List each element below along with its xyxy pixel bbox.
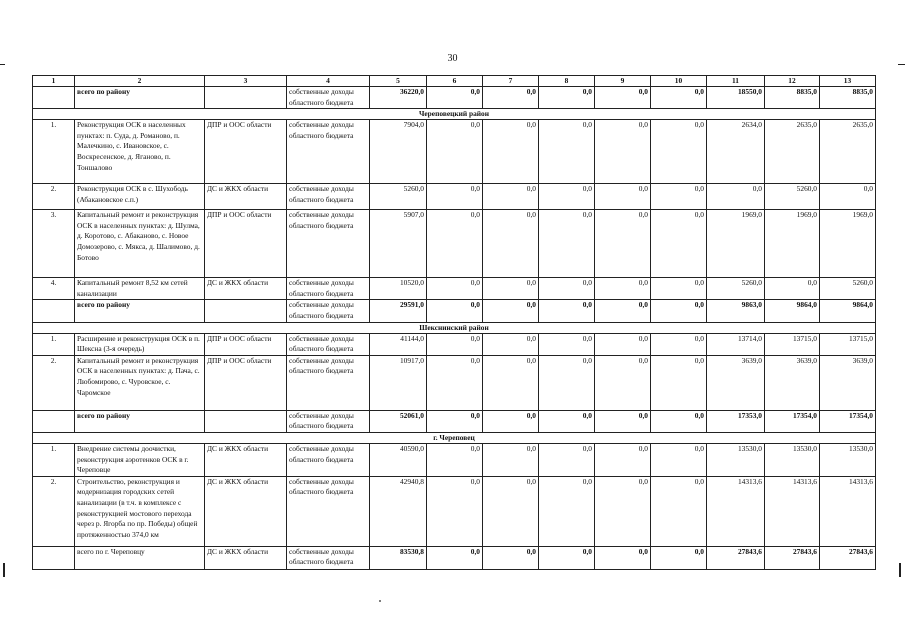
page-number: 30 (447, 53, 458, 64)
row-number (33, 300, 75, 322)
amount-cell: 0,0 (651, 476, 707, 546)
table-row (33, 120, 876, 184)
amount-cell: 14313,6 (765, 476, 820, 546)
amount-cell: 5260,0 (707, 278, 765, 300)
amount-cell: 0,0 (651, 120, 707, 184)
table-row (33, 546, 876, 569)
row-number: 1. (33, 333, 75, 355)
funding-source: собственные доходы областного бюджета (287, 278, 370, 300)
executor (205, 410, 287, 432)
funding-source: собственные доходы областного бюджета (287, 87, 370, 109)
amount-cell: 0,0 (539, 355, 595, 410)
amount-cell: 52061,0 (370, 410, 427, 432)
executor: ДС и ЖКХ области (205, 184, 287, 210)
measure-name: всего по г. Череповцу (75, 546, 205, 569)
row-number: 4. (33, 278, 75, 300)
amount-cell: 0,0 (483, 410, 539, 432)
section-title: г. Череповец (33, 432, 876, 443)
row-number: 1. (33, 443, 75, 476)
section-title: Шекснинский район (33, 322, 876, 333)
executor (205, 87, 287, 109)
executor: ДС и ЖКХ области (205, 278, 287, 300)
subtotal-row (33, 300, 876, 322)
amount-cell: 0,0 (595, 410, 651, 432)
amount-cell: 13530,0 (820, 443, 876, 476)
scan-speck (379, 600, 381, 602)
amount-cell: 36220,0 (370, 87, 427, 109)
amount-cell: 5260,0 (370, 184, 427, 210)
amount-cell: 0,0 (427, 410, 483, 432)
amount-cell: 0,0 (427, 333, 483, 355)
measure-name: всего по району (75, 87, 205, 109)
executor: ДС и ЖКХ области (205, 443, 287, 476)
amount-cell: 5907,0 (370, 210, 427, 278)
amount-cell: 0,0 (427, 476, 483, 546)
amount-cell: 0,0 (651, 546, 707, 569)
amount-cell: 10917,0 (370, 355, 427, 410)
measure-name: Реконструкция ОСК в населенных пунктах: п. Суда, д. Романово, п. Малечкино, с. Ивановское, с. Воскресенское, д. Яганово, п. Тоншалово (75, 120, 205, 184)
amount-cell: 1969,0 (765, 210, 820, 278)
amount-cell: 0,0 (651, 210, 707, 278)
amount-cell: 0,0 (595, 476, 651, 546)
amount-cell: 18550,0 (707, 87, 765, 109)
table-row (33, 333, 876, 355)
measure-name: всего по району (75, 410, 205, 432)
funding-source: собственные доходы областного бюджета (287, 333, 370, 355)
amount-cell: 0,0 (539, 443, 595, 476)
row-number (33, 546, 75, 569)
amount-cell: 17354,0 (820, 410, 876, 432)
amount-cell: 0,0 (427, 210, 483, 278)
column-header: 7 (483, 76, 539, 87)
table-row (33, 278, 876, 300)
amount-cell: 0,0 (483, 278, 539, 300)
funding-source: собственные доходы областного бюджета (287, 546, 370, 569)
amount-cell: 13530,0 (707, 443, 765, 476)
table-row (33, 355, 876, 410)
amount-cell: 0,0 (483, 546, 539, 569)
amount-cell: 9864,0 (765, 300, 820, 322)
column-header: 2 (75, 76, 205, 87)
amount-cell: 10520,0 (370, 278, 427, 300)
amount-cell: 0,0 (595, 210, 651, 278)
row-number (33, 410, 75, 432)
section-row (33, 109, 876, 120)
amount-cell: 0,0 (539, 210, 595, 278)
amount-cell: 0,0 (539, 476, 595, 546)
amount-cell: 0,0 (427, 300, 483, 322)
amount-cell: 0,0 (427, 443, 483, 476)
amount-cell: 1969,0 (707, 210, 765, 278)
amount-cell: 1969,0 (820, 210, 876, 278)
column-header: 5 (370, 76, 427, 87)
amount-cell: 13530,0 (765, 443, 820, 476)
column-header: 12 (765, 76, 820, 87)
measure-name: Капитальный ремонт 8,52 км сетей канализации (75, 278, 205, 300)
amount-cell: 27843,6 (820, 546, 876, 569)
amount-cell: 0,0 (483, 300, 539, 322)
amount-cell: 29591,0 (370, 300, 427, 322)
column-header: 6 (427, 76, 483, 87)
section-row (33, 432, 876, 443)
amount-cell: 0,0 (483, 120, 539, 184)
amount-cell: 0,0 (539, 333, 595, 355)
amount-cell: 83530,8 (370, 546, 427, 569)
amount-cell: 13715,0 (820, 333, 876, 355)
amount-cell: 42940,8 (370, 476, 427, 546)
amount-cell: 40590,0 (370, 443, 427, 476)
amount-cell: 0,0 (483, 476, 539, 546)
table-row (33, 443, 876, 476)
amount-cell: 0,0 (651, 443, 707, 476)
funding-source: собственные доходы областного бюджета (287, 300, 370, 322)
funding-source: собственные доходы областного бюджета (287, 476, 370, 546)
amount-cell: 0,0 (651, 355, 707, 410)
amount-cell: 0,0 (539, 87, 595, 109)
funding-source: собственные доходы областного бюджета (287, 120, 370, 184)
row-number: 2. (33, 355, 75, 410)
amount-cell: 7904,0 (370, 120, 427, 184)
amount-cell: 0,0 (427, 546, 483, 569)
budget-table (32, 75, 876, 570)
amount-cell: 0,0 (427, 87, 483, 109)
executor: ДС и ЖКХ области (205, 476, 287, 546)
amount-cell: 9864,0 (820, 300, 876, 322)
amount-cell: 0,0 (765, 278, 820, 300)
amount-cell: 13715,0 (765, 333, 820, 355)
amount-cell: 0,0 (595, 184, 651, 210)
table-row (33, 210, 876, 278)
section-title: Череповецкий район (33, 109, 876, 120)
section-row (33, 322, 876, 333)
amount-cell: 27843,6 (707, 546, 765, 569)
row-number: 2. (33, 184, 75, 210)
subtotal-row (33, 410, 876, 432)
amount-cell: 0,0 (483, 210, 539, 278)
column-header: 8 (539, 76, 595, 87)
amount-cell: 0,0 (595, 87, 651, 109)
amount-cell: 3639,0 (707, 355, 765, 410)
column-header: 11 (707, 76, 765, 87)
amount-cell: 17353,0 (707, 410, 765, 432)
scan-mark-left-top (0, 64, 5, 65)
amount-cell: 0,0 (707, 184, 765, 210)
table-row (33, 476, 876, 546)
amount-cell: 27843,6 (765, 546, 820, 569)
column-header: 10 (651, 76, 707, 87)
amount-cell: 0,0 (651, 184, 707, 210)
amount-cell: 0,0 (427, 120, 483, 184)
amount-cell: 0,0 (595, 300, 651, 322)
amount-cell: 5260,0 (765, 184, 820, 210)
amount-cell: 0,0 (539, 410, 595, 432)
executor: ДПР и ООС области (205, 355, 287, 410)
column-header: 4 (287, 76, 370, 87)
amount-cell: 0,0 (539, 278, 595, 300)
amount-cell: 0,0 (427, 184, 483, 210)
funding-source: собственные доходы областного бюджета (287, 355, 370, 410)
amount-cell: 8835,0 (765, 87, 820, 109)
executor (205, 300, 287, 322)
funding-source: собственные доходы областного бюджета (287, 184, 370, 210)
amount-cell: 0,0 (595, 443, 651, 476)
amount-cell: 0,0 (651, 410, 707, 432)
row-number: 2. (33, 476, 75, 546)
column-header: 13 (820, 76, 876, 87)
row-number (33, 87, 75, 109)
row-number: 1. (33, 120, 75, 184)
scan-mark-left-bottom (3, 563, 5, 577)
table-body (33, 76, 876, 570)
subtotal-row (33, 87, 876, 109)
funding-source: собственные доходы областного бюджета (287, 410, 370, 432)
amount-cell: 8835,0 (820, 87, 876, 109)
amount-cell: 0,0 (483, 443, 539, 476)
amount-cell: 9863,0 (707, 300, 765, 322)
amount-cell: 0,0 (595, 278, 651, 300)
amount-cell: 0,0 (539, 546, 595, 569)
table-row (33, 184, 876, 210)
amount-cell: 0,0 (651, 300, 707, 322)
column-header: 9 (595, 76, 651, 87)
amount-cell: 0,0 (539, 184, 595, 210)
amount-cell: 3639,0 (765, 355, 820, 410)
measure-name: всего по району (75, 300, 205, 322)
amount-cell: 0,0 (595, 355, 651, 410)
amount-cell: 0,0 (483, 87, 539, 109)
amount-cell: 0,0 (427, 278, 483, 300)
amount-cell: 0,0 (595, 546, 651, 569)
amount-cell: 14313,6 (707, 476, 765, 546)
column-header: 3 (205, 76, 287, 87)
amount-cell: 2635,0 (820, 120, 876, 184)
funding-source: собственные доходы областного бюджета (287, 443, 370, 476)
measure-name: Реконструкция ОСК в с. Шухободь (Абакановское с.п.) (75, 184, 205, 210)
column-header-row (33, 76, 876, 87)
amount-cell: 0,0 (539, 120, 595, 184)
amount-cell: 14313,6 (820, 476, 876, 546)
measure-name: Внедрение системы доочистки, реконструкция аэротенков ОСК в г. Череповце (75, 443, 205, 476)
amount-cell: 0,0 (539, 300, 595, 322)
amount-cell: 0,0 (820, 184, 876, 210)
executor: ДПР и ООС области (205, 210, 287, 278)
scan-mark-right-bottom (899, 563, 901, 577)
row-number: 3. (33, 210, 75, 278)
amount-cell: 0,0 (651, 87, 707, 109)
amount-cell: 0,0 (651, 278, 707, 300)
amount-cell: 13714,0 (707, 333, 765, 355)
executor: ДС и ЖКХ области (205, 546, 287, 569)
amount-cell: 3639,0 (820, 355, 876, 410)
amount-cell: 41144,0 (370, 333, 427, 355)
amount-cell: 0,0 (595, 120, 651, 184)
amount-cell: 0,0 (427, 355, 483, 410)
measure-name: Капитальный ремонт и реконструкция ОСК в населенных пунктах: д. Шулма, д. Коротово, с. Абаканово, с. Новое Домозерово, с. Мякса, д. Шалимово, д. Ботово (75, 210, 205, 278)
amount-cell: 0,0 (651, 333, 707, 355)
amount-cell: 5260,0 (820, 278, 876, 300)
executor: ДПР и ООС области (205, 333, 287, 355)
amount-cell: 0,0 (595, 333, 651, 355)
amount-cell: 0,0 (483, 184, 539, 210)
amount-cell: 0,0 (483, 355, 539, 410)
measure-name: Строительство, реконструкция и модернизация городских сетей канализации (в т.ч. в комплексе с реконструкцией мостового перехода через р. Ягорба по пр. Победы) общей протяженностью 374,0 км (75, 476, 205, 546)
amount-cell: 2634,0 (707, 120, 765, 184)
amount-cell: 2635,0 (765, 120, 820, 184)
measure-name: Капитальный ремонт и реконструкция ОСК в населенных пунктах: д. Пача, с. Любомирово, с. Чуровское, с. Чаромское (75, 355, 205, 410)
amount-cell: 0,0 (483, 333, 539, 355)
column-header: 1 (33, 76, 75, 87)
funding-source: собственные доходы областного бюджета (287, 210, 370, 278)
scan-mark-right-top (898, 64, 905, 65)
executor: ДПР и ООС области (205, 120, 287, 184)
measure-name: Расширение и реконструкция ОСК в п. Шексна (3-я очередь) (75, 333, 205, 355)
amount-cell: 17354,0 (765, 410, 820, 432)
